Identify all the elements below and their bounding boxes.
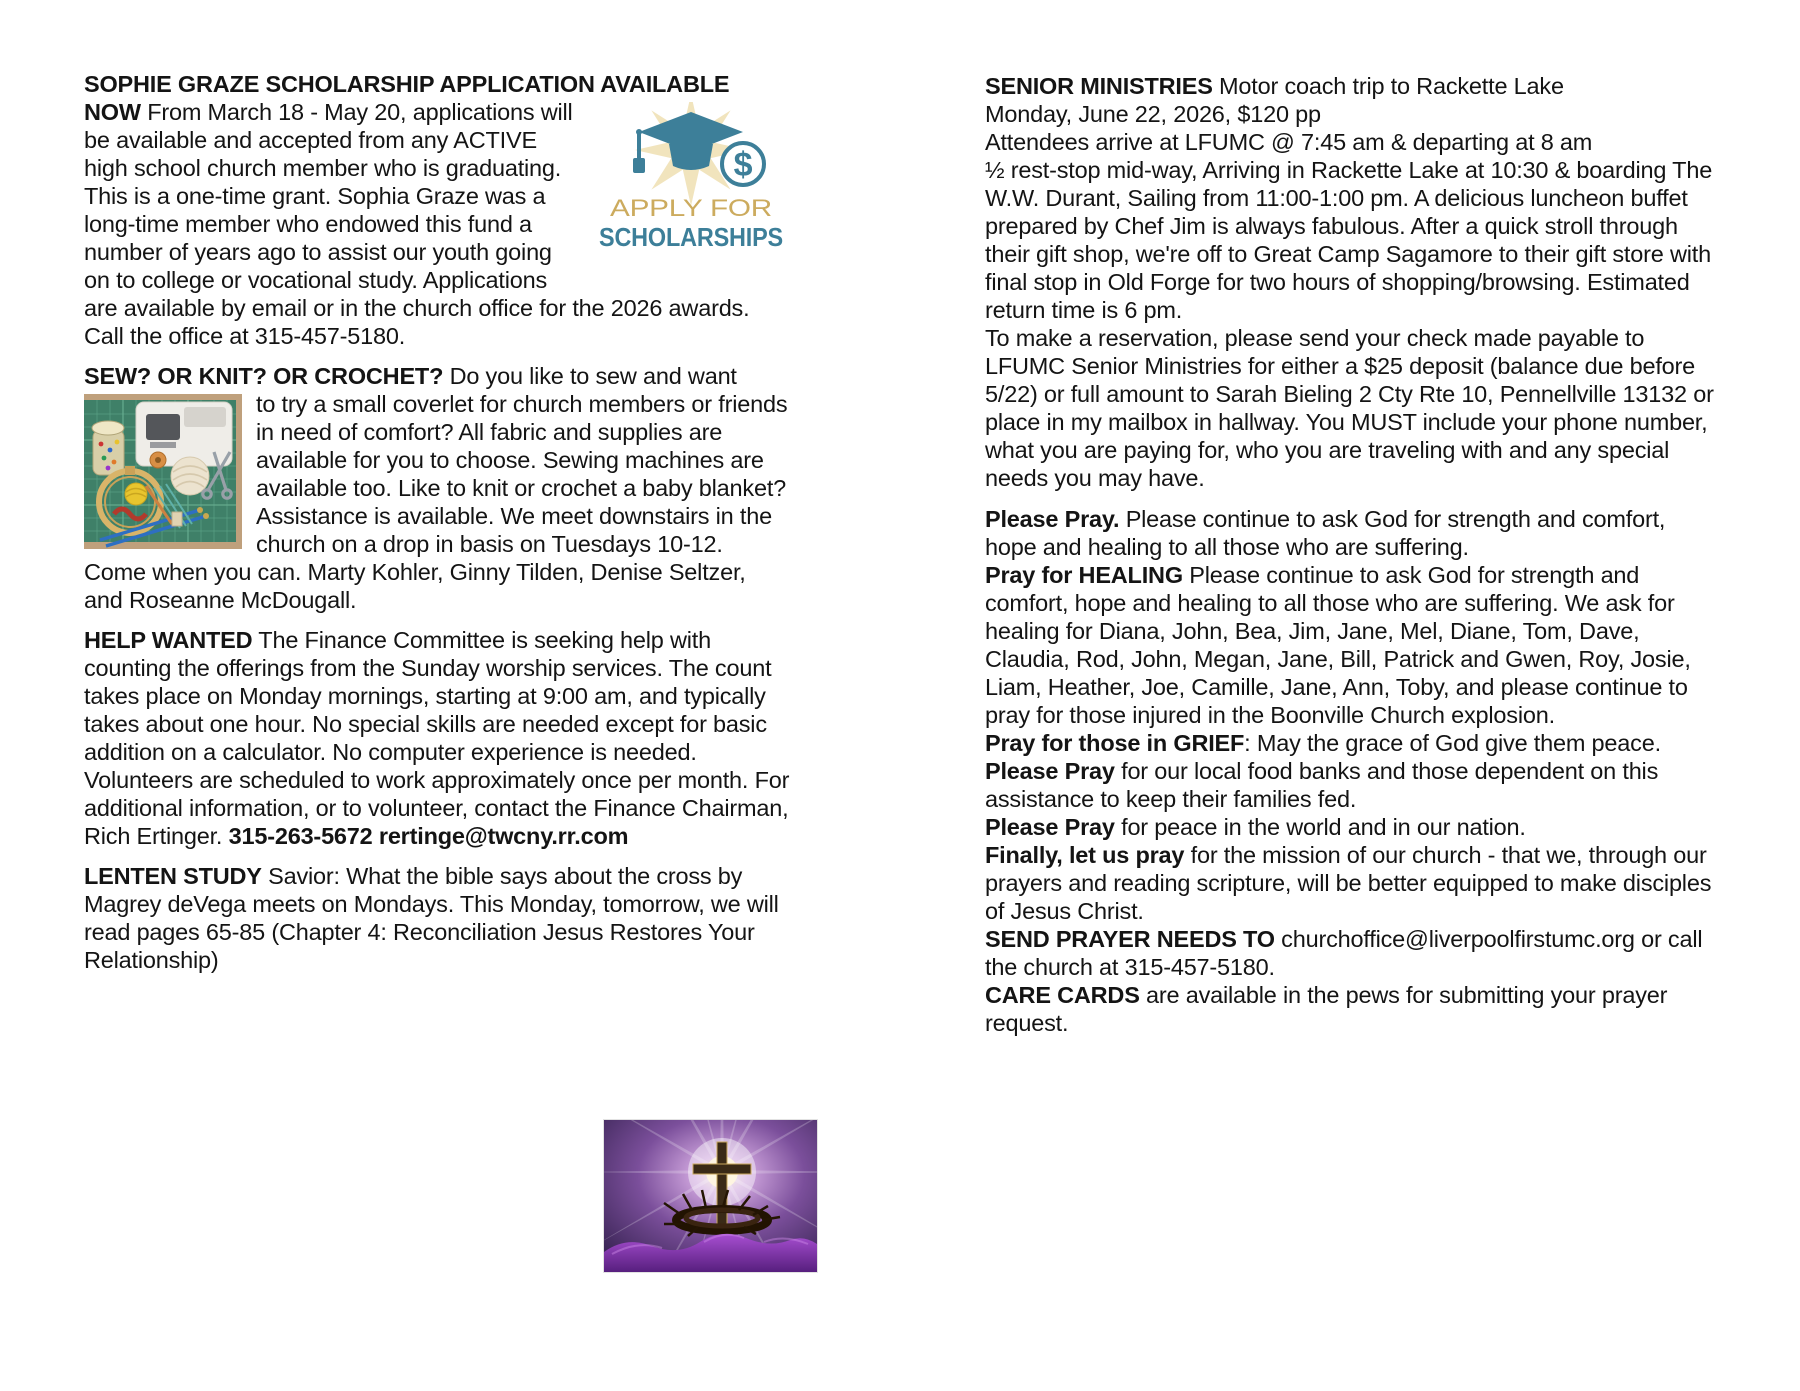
cross-image [604,1120,817,1272]
bold-text: SENIOR MINISTRIES [985,73,1213,99]
text-line [985,505,1720,561]
pin-jar-icon [92,421,124,475]
dollar-sign-icon [722,143,764,185]
text-line [985,813,1720,841]
section-prayer [985,505,1720,1037]
text: are available in the pews for submitting your prayer request. [985,982,1668,1036]
text-line [985,757,1720,813]
section-scholarship [84,70,790,350]
section-sewing [84,362,790,614]
text: Attendees arrive at LFUMC @ 7:45 am & departing at 8 am [985,129,1593,155]
text: Savior: What the bible says about the cross by Magrey deVega meets on Mondays. This Monday, tomorrow, we will read pages 65-85 (Chapter 4: Reconciliation Jesus Restores Your Relationship) [84,863,779,973]
text: Monday, June 22, 2026, $120 pp [985,101,1321,127]
dollar-text: $ [733,146,753,184]
text: Please continue to ask God for strength and comfort, hope and healing to all those who are suffering. [985,506,1666,560]
bold-text: SEND PRAYER NEEDS TO [985,926,1275,952]
section-help-wanted [84,626,790,850]
apply-for-text: APPLY FOR [610,195,772,222]
text-line [985,128,1720,156]
right-column [985,72,1720,1037]
sewing-photo [84,394,242,549]
apply-for-scholarships-image [594,102,790,259]
text-line [985,841,1720,925]
text: for our local food banks and those dependent on this assistance to keep their families fed. [985,758,1659,812]
text-line [985,925,1720,981]
text-line [985,561,1720,729]
text: To make a reservation, please send your check made payable to LFUMC Senior Ministries for either a $25 deposit (balance due before 5/22) or full amount to Sarah Bieling 2 Cty Rte 10, Pennellville 13132 or place in my mailbox in hallway. You MUST include your phone number, what you are paying for, who you are traveling with and any special needs you may have. [985,325,1714,491]
text: Motor coach trip to Rackette Lake [1212,73,1564,99]
scholarship-graphic [594,102,790,259]
text: Do you like to sew and want [443,363,737,389]
text: ½ rest-stop mid-way, Arriving in Rackette Lake at 10:30 & boarding The W.W. Durant, Sailing from 11:00-1:00 pm. A delicious luncheon buffet prepared by Chef Jim is always fabulous. After a quick stroll through their gift shop, we're off to Great Camp Sagamore to their gift store with final stop in Old Forge for two hours of shopping/browsing. Estimated return time is 6 pm. [985,157,1713,323]
bold-text: Please Pray [985,814,1115,840]
lenten-cross-photo [604,1120,817,1272]
text-line [985,981,1720,1037]
bold-text: Pray for those in GRIEF [985,730,1245,756]
bold-text: Please Pray. [985,506,1120,532]
text: churchoffice@liverpoolfirstumc.org or call the church at 315-457-5180. [985,926,1703,980]
bold-text: LENTEN STUDY [84,863,262,889]
text: From March 18 - May 20, applications will be available and accepted from any ACTIVE high school church member who is graduating. This is a one-time grant. Sophia Graze was a long-time member who endowed this fund a number of years ago to assist our youth going on to college or vocational study. Applications are available by email or in the church office for the 2026 awards. Call the office at 315-457-5180. [84,99,750,349]
bold-text: Pray for HEALING [985,562,1183,588]
bold-text: SOPHIE GRAZE SCHOLARSHIP APPLICATION AVAILABLE NOW [84,71,730,125]
text: The Finance Committee is seeking help with counting the offerings from the Sunday worship services. The count takes place on Monday mornings, starting at 9:00 am, and typically takes about one hour. No special skills are needed except for basic addition on a calculator. No computer experience is needed. Volunteers are scheduled to work approximately once per month. For additional information, or to volunteer, contact the Finance Chairman, Rich Ertinger. [84,627,790,849]
text-line [985,324,1720,492]
sewing-supplies-image [84,394,242,549]
scholarships-text: SCHOLARSHIPS [599,222,783,252]
text-line [985,100,1720,128]
section-senior-ministries [985,72,1720,492]
bold-text: CARE CARDS [985,982,1140,1008]
text: to try a small coverlet for church members or friends in need of comfort? All fabric and supplies are available for you to choose. Sewing machines are available too. Like to knit or crochet a baby blanket? Assistance is available. We meet downstairs in the church on a drop in basis on Tuesdays 10-12. Come when you can. Marty Kohler, Ginny Tilden, Denise Seltzer, and Roseanne McDougall. [84,391,788,613]
bold-text: 315-263-5672 rertinge@twcny.rr.com [228,823,629,849]
section-lenten-study [84,862,790,974]
bold-text: HELP WANTED [84,627,253,653]
text: for the mission of our church - that we, through our prayers and reading scripture, will be better equipped to make disciples of Jesus Christ. [985,842,1712,924]
left-column [84,70,790,1272]
text: for peace in the world and in our nation. [1114,814,1526,840]
text-line [985,729,1720,757]
bold-text: Please Pray [985,758,1115,784]
text: Please continue to ask God for strength and comfort, hope and healing to all those who are suffering. We ask for healing for Diana, John, Bea, Jim, Jane, Mel, Diane, Tom, Dave, Claudia, Rod, John, Megan, Jane, Bill, Patrick and Gwen, Roy, Josie, Liam, Heather, Joe, Camille, Jane, Ann, Toby, and please continue to pray for those injured in the Boonville Church explosion. [985,562,1691,728]
bold-text: SEW? OR KNIT? OR CROCHET? [84,363,444,389]
text-line [985,156,1720,324]
text: : May the grace of God give them peace. [1244,730,1661,756]
text-line [985,72,1720,100]
bold-text: Finally, let us pray [985,842,1185,868]
